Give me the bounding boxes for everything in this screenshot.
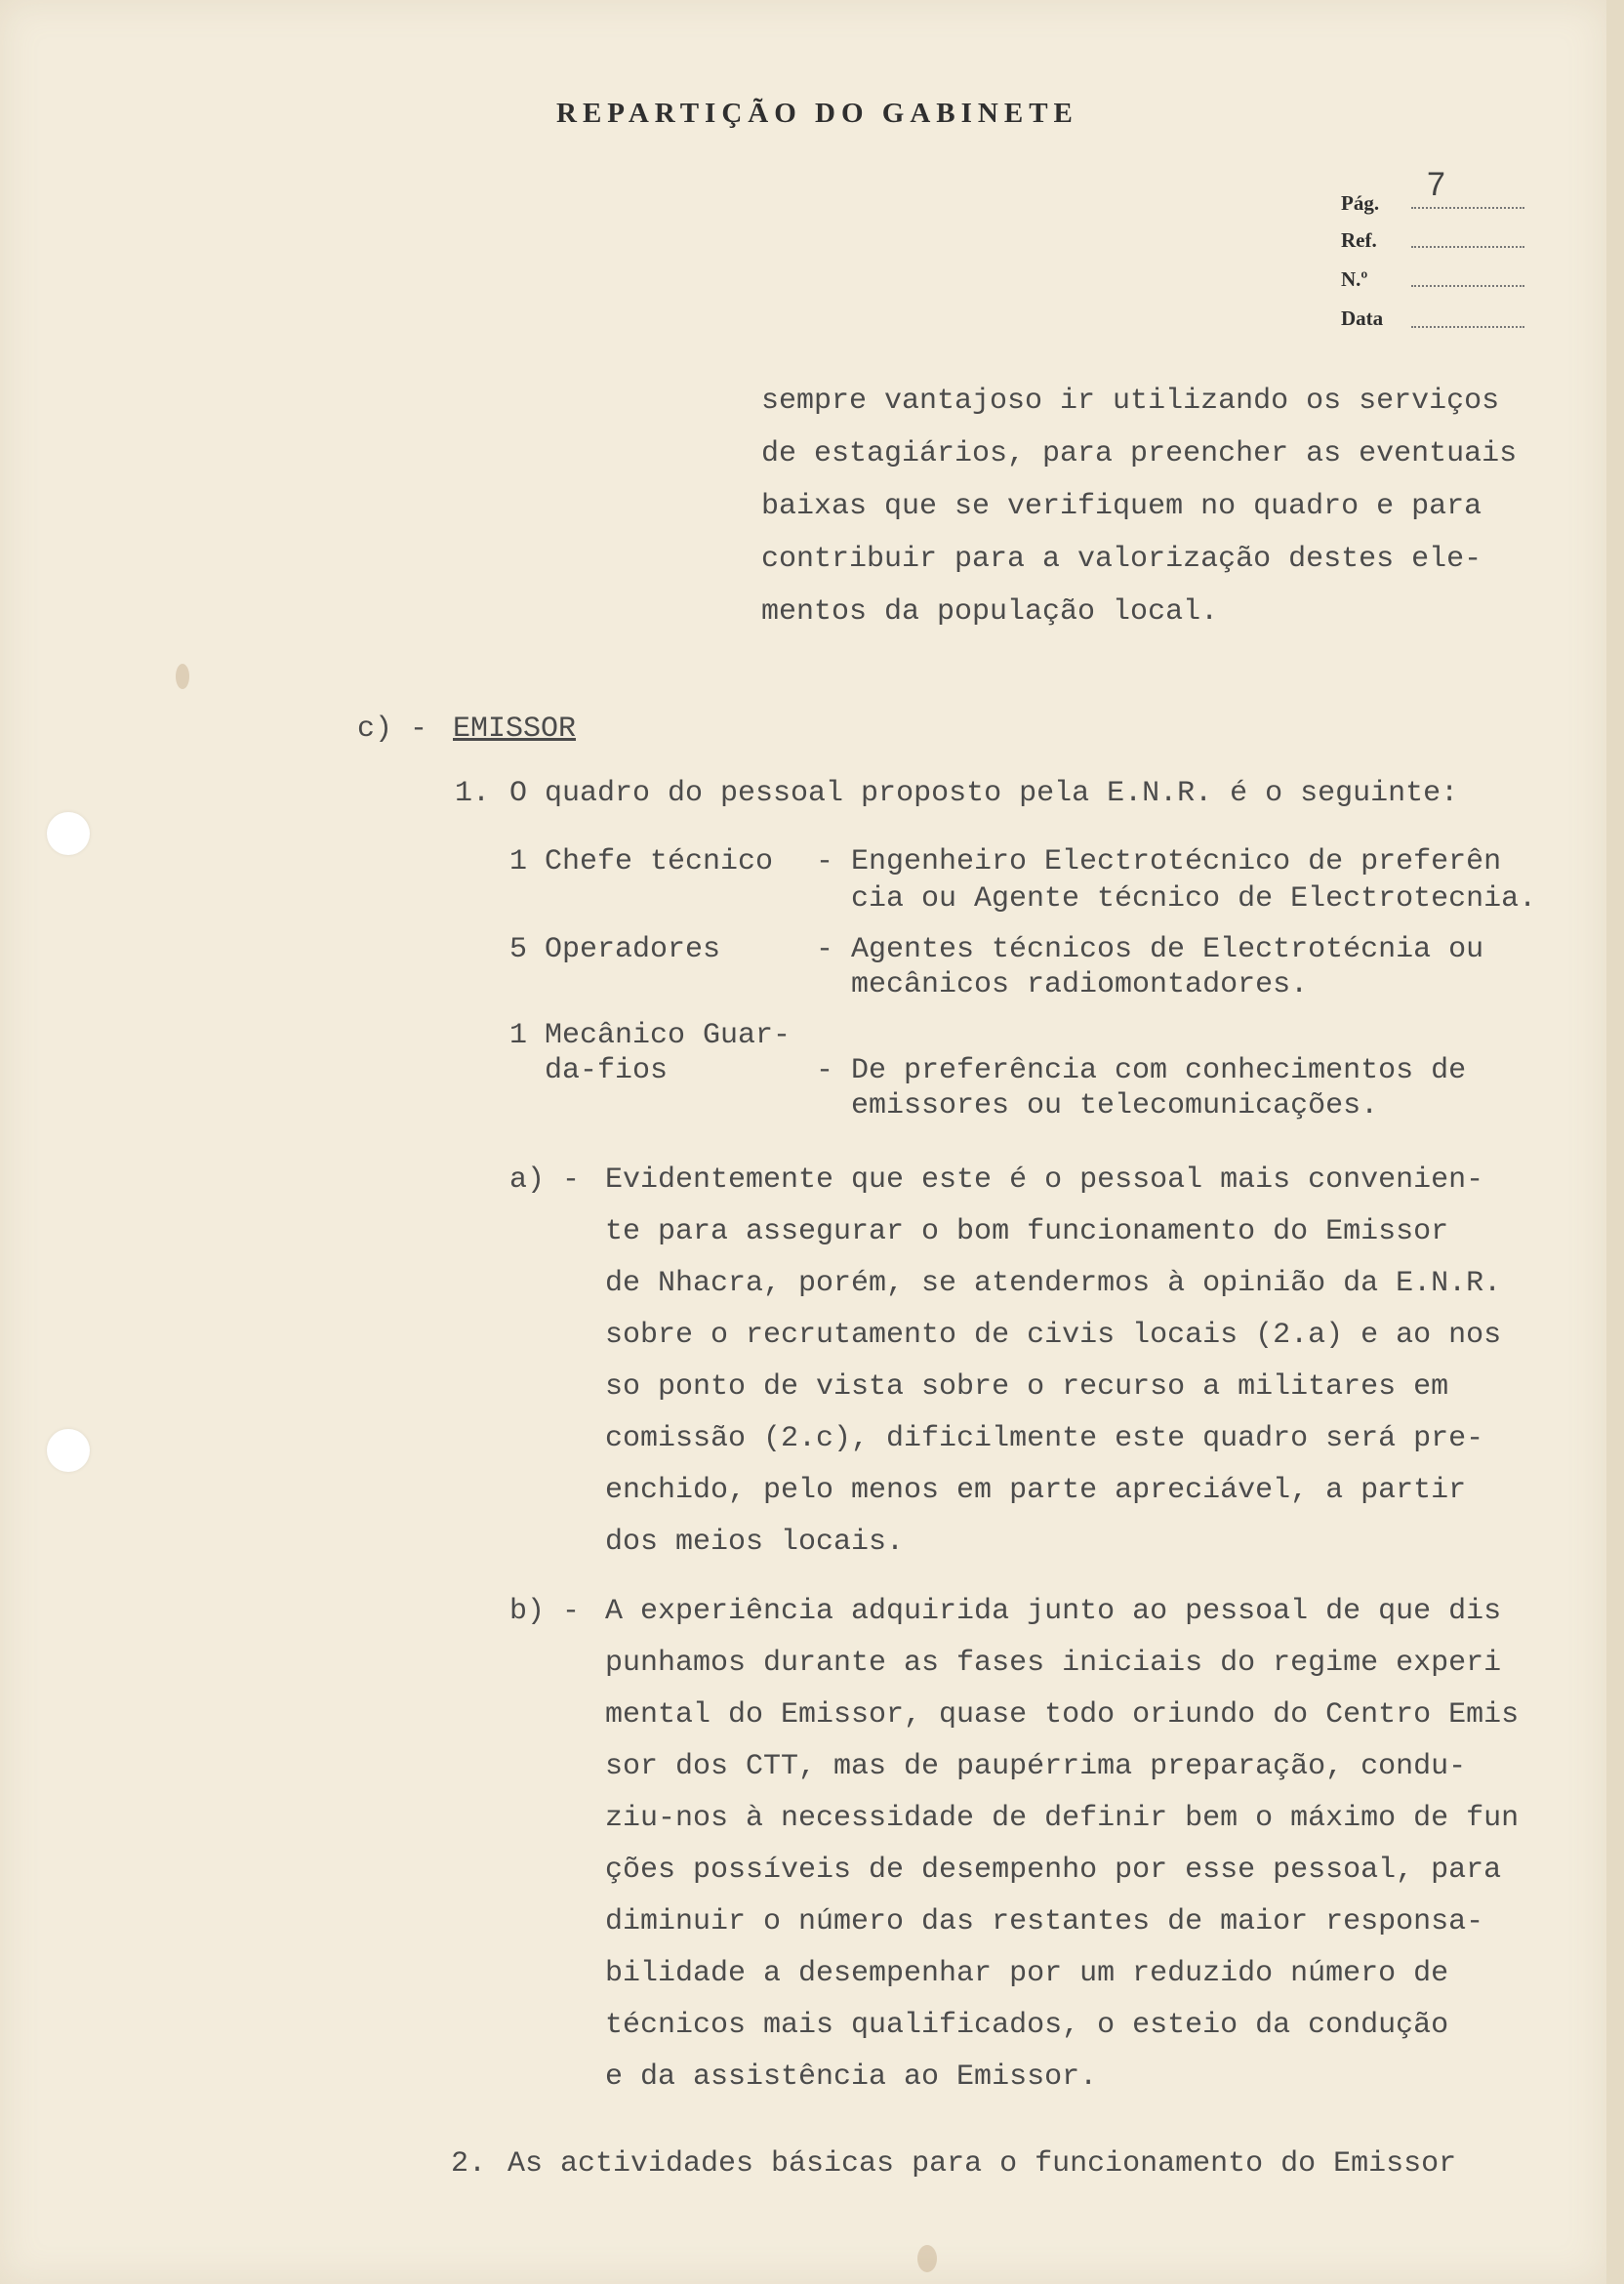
meta-label-page: Pág. xyxy=(1341,191,1380,215)
staff-description: - Engenheiro Electrotécnico de preferên xyxy=(816,845,1502,878)
section-marker: c) - xyxy=(357,713,446,746)
subpoint-a-line: so ponto de vista sobre o recurso a militares em xyxy=(605,1370,1449,1404)
staff-role: 5 Operadores xyxy=(509,933,721,966)
subpoint-a-line: enchido, pelo menos em parte apreciável, a partir xyxy=(605,1474,1467,1507)
page-number: 7 xyxy=(1427,166,1445,203)
staff-role: da-fios xyxy=(509,1054,669,1087)
subpoint-b-line: A experiência adquirida junto ao pessoal de que dis xyxy=(605,1595,1502,1628)
subpoint-b-line: ziu-nos à necessidade de definir bem o máximo de fun xyxy=(605,1802,1520,1835)
staff-description: cia ou Agente técnico de Electrotecnia. xyxy=(816,882,1537,916)
punch-hole xyxy=(47,812,90,855)
subpoint-a-line: te para assegurar o bom funcionamento do Emissor xyxy=(605,1215,1449,1248)
subpoint-b-line: e da assistência ao Emissor. xyxy=(605,2060,1098,2094)
subpoint-a-line: comissão (2.c), dificilmente este quadro será pre- xyxy=(605,1422,1484,1455)
subpoint-b-line: bilidade a desempenhar por um reduzido número de xyxy=(605,1957,1449,1990)
subpoint-b-line: diminuir o número das restantes de maior responsa- xyxy=(605,1905,1484,1938)
page-edge xyxy=(1606,0,1624,2284)
meta-label-date: Data xyxy=(1341,306,1384,330)
subpoint-b-line: ções possíveis de desempenho por esse pessoal, para xyxy=(605,1854,1502,1887)
meta-line xyxy=(1411,246,1524,248)
staff-description: emissores ou telecomunicações. xyxy=(816,1089,1379,1122)
subpoint-marker: a) - xyxy=(509,1163,581,1197)
intro-line: contribuir para a valorização destes ele- xyxy=(761,543,1482,576)
subpoint-b-line: mental do Emissor, quase todo oriundo do Centro Emis xyxy=(605,1698,1520,1732)
intro-line: mentos da população local. xyxy=(761,595,1219,629)
intro-line: sempre vantajoso ir utilizando os serviços xyxy=(761,385,1500,418)
item-number: 2. xyxy=(451,2147,487,2181)
staff-role: 1 Chefe técnico xyxy=(509,845,774,878)
subpoint-b-line: punhamos durante as fases iniciais do regime experi xyxy=(605,1647,1502,1680)
meta-label-ref: Ref. xyxy=(1341,228,1377,252)
subpoint-marker: b) - xyxy=(509,1595,581,1628)
staff-role: 1 Mecânico Guar- xyxy=(509,1019,792,1052)
subpoint-a-line: Evidentemente que este é o pessoal mais convenien- xyxy=(605,1163,1484,1197)
paper-stain xyxy=(917,2245,937,2272)
staff-description: - Agentes técnicos de Electrotécnia ou xyxy=(816,933,1484,966)
item-text: As actividades básicas para o funcionamento do Emissor xyxy=(508,2147,1457,2181)
intro-line: de estagiários, para preencher as eventuais xyxy=(761,437,1518,470)
subpoint-a-line: de Nhacra, porém, se atendermos à opinião da E.N.R. xyxy=(605,1267,1502,1300)
staff-description: mecânicos radiomontadores. xyxy=(816,968,1309,1001)
subpoint-a-line: sobre o recrutamento de civis locais (2.a) e ao nos xyxy=(605,1319,1502,1352)
subpoint-b-line: técnicos mais qualificados, o esteio da condução xyxy=(605,2009,1449,2042)
subpoint-b-line: sor dos CTT, mas de paupérrima preparação, condu- xyxy=(605,1750,1467,1783)
intro-line: baixas que se verifiquem no quadro e para xyxy=(761,490,1482,523)
meta-line xyxy=(1411,207,1524,209)
item-number: 1. xyxy=(455,777,491,810)
paper-stain xyxy=(176,664,189,689)
section-heading: EMISSOR xyxy=(453,713,577,746)
item-text: O quadro do pessoal proposto pela E.N.R. é o seguinte: xyxy=(509,777,1459,810)
subpoint-a-line: dos meios locais. xyxy=(605,1526,905,1559)
meta-line xyxy=(1411,285,1524,287)
meta-line xyxy=(1411,326,1524,328)
staff-description: - De preferência com conhecimentos de xyxy=(816,1054,1467,1087)
meta-label-number: N.º xyxy=(1341,267,1368,291)
office-header-title: REPARTIÇÃO DO GABINETE xyxy=(556,98,1078,129)
punch-hole xyxy=(47,1429,90,1472)
